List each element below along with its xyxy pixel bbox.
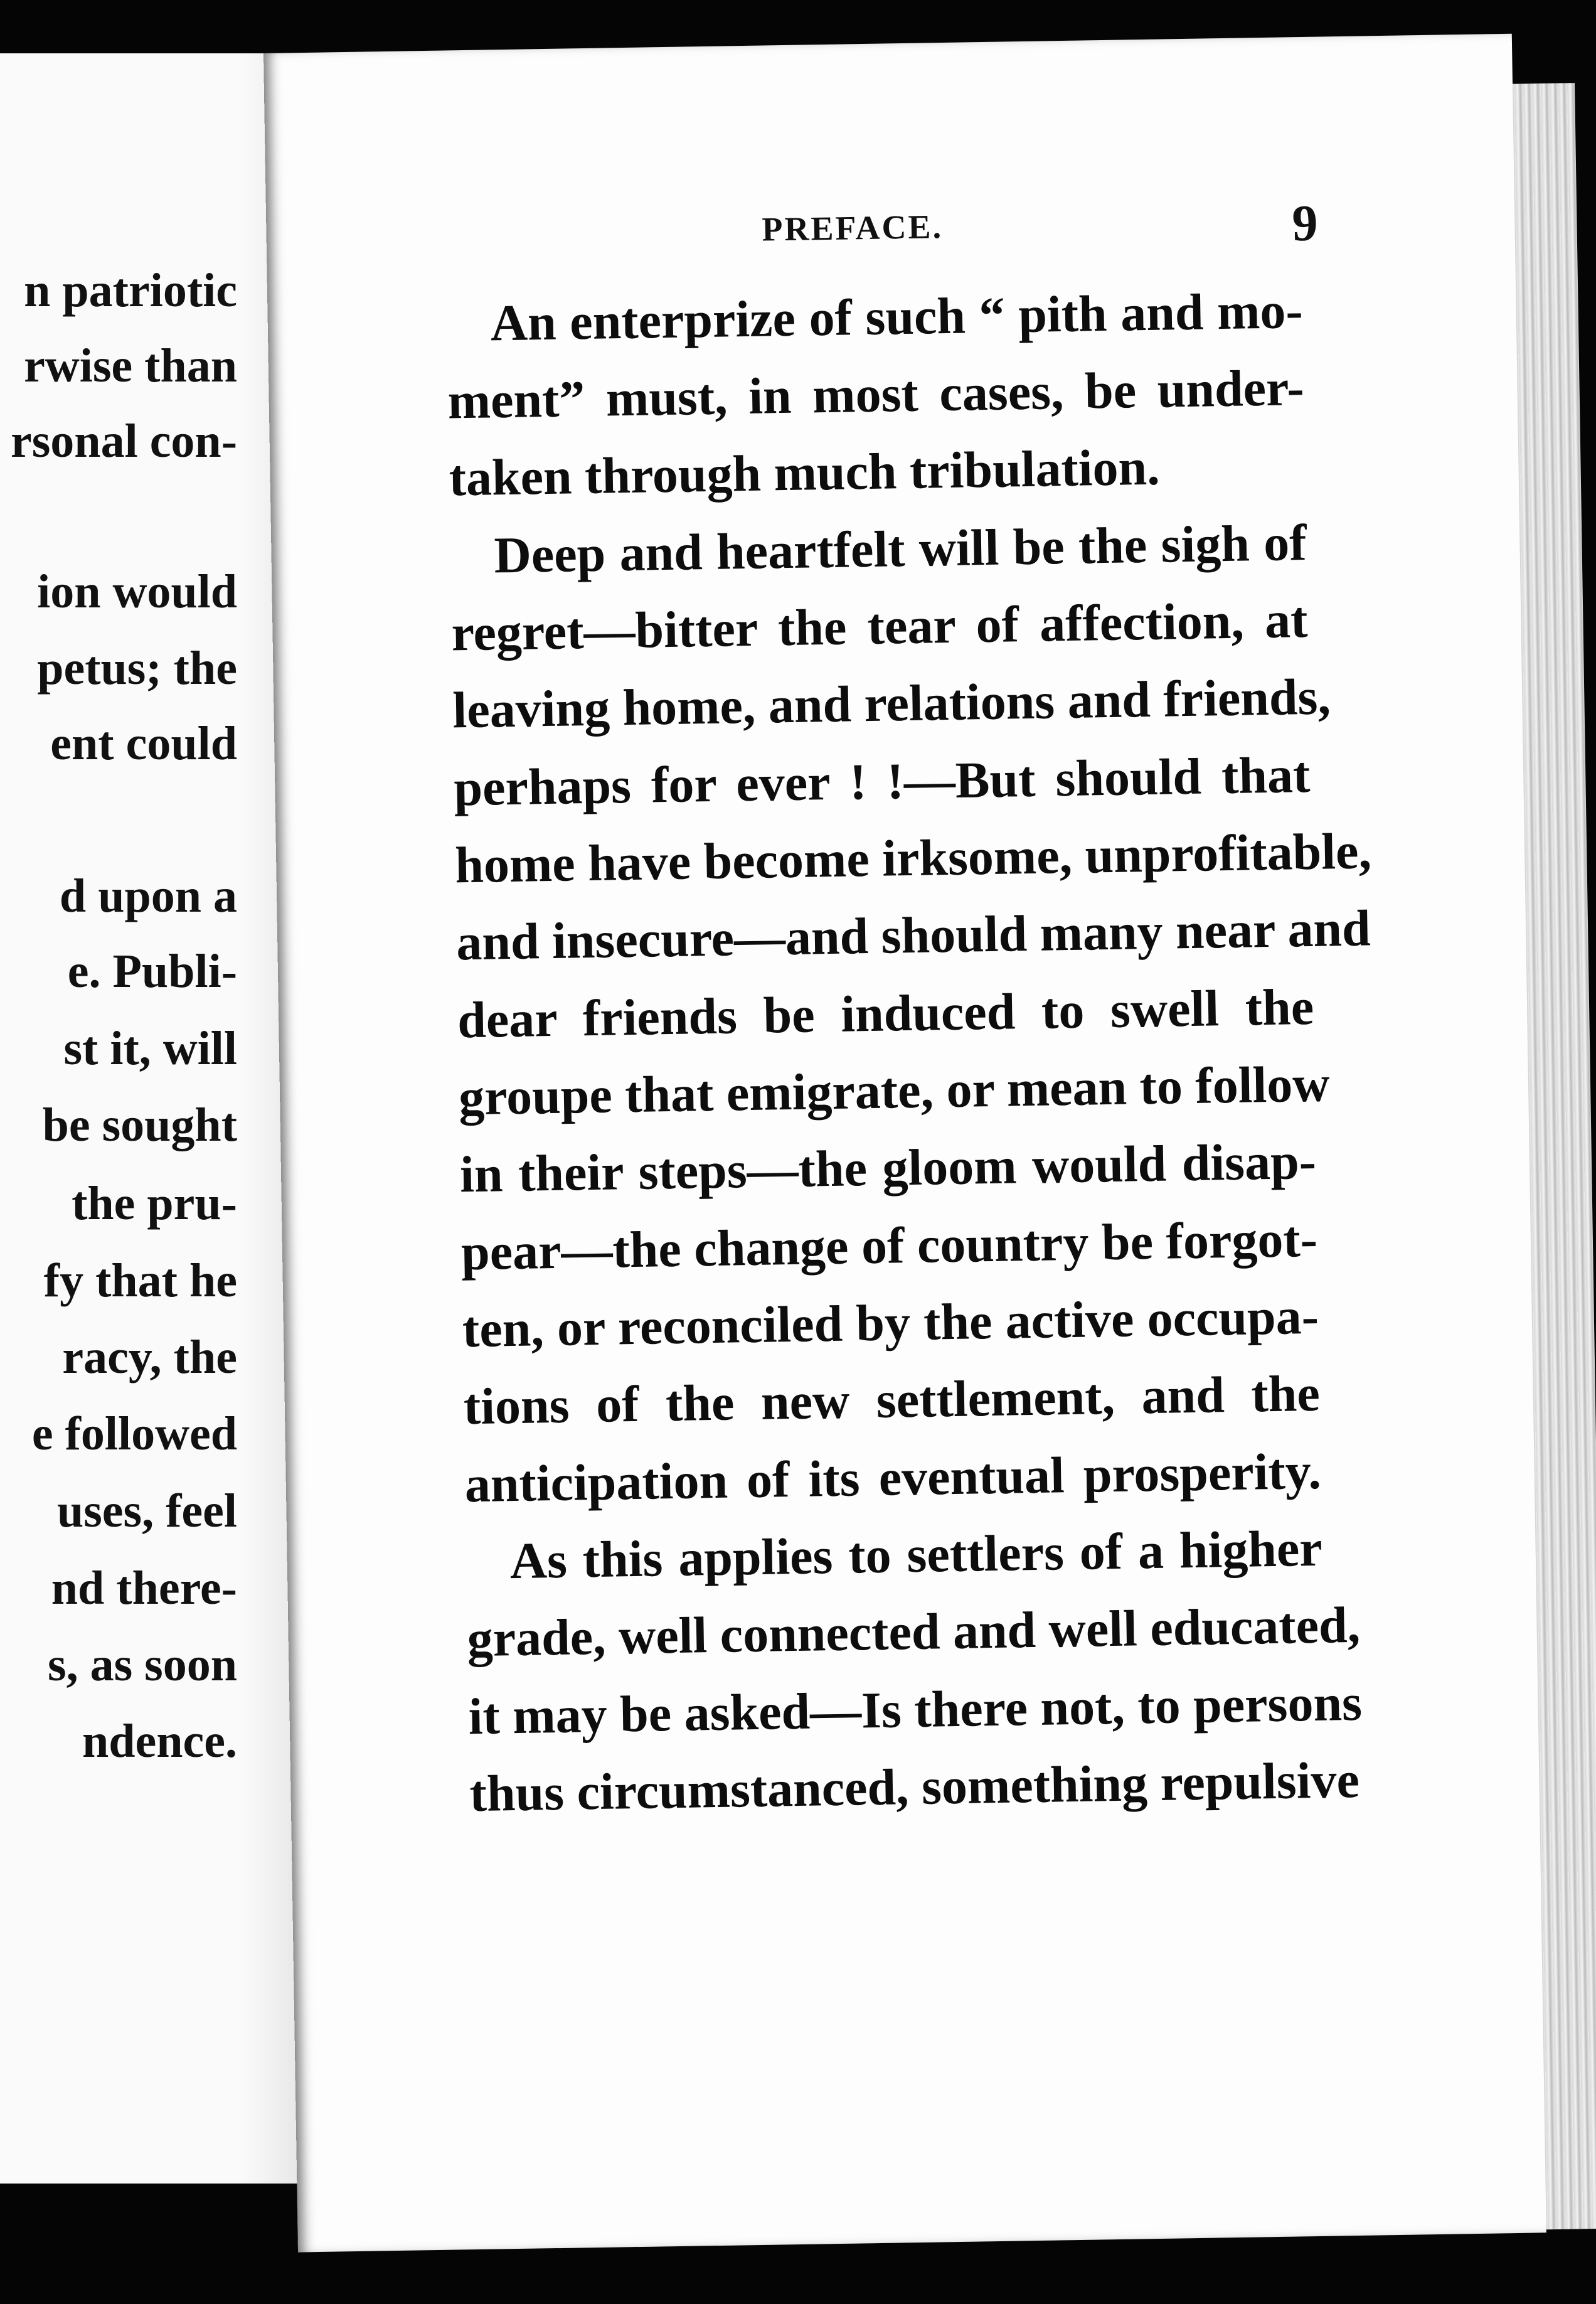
- left-line: ent could: [50, 717, 237, 770]
- left-line: be sought: [42, 1099, 237, 1151]
- left-line: e. Publi-: [67, 945, 237, 998]
- left-line: the pru-: [72, 1177, 237, 1230]
- text-line: ment” must, in most cases, be under-: [447, 359, 1305, 430]
- text-line: thus circumstanced, something repulsive: [469, 1751, 1360, 1823]
- text-line: grade, well connected and well educated,: [467, 1596, 1361, 1668]
- left-line: uses, feel: [56, 1485, 237, 1537]
- text-line: home have become irksome, unprofitable,: [454, 822, 1372, 894]
- text-line: it may be asked—Is there not, to persons: [467, 1673, 1363, 1746]
- page-number: 9: [1291, 194, 1319, 252]
- text-line: dear friends be induced to swell the: [457, 978, 1314, 1049]
- left-line: nd there-: [51, 1562, 237, 1614]
- text-line: perhaps for ever ! !—But should that: [453, 745, 1311, 817]
- left-line: ndence.: [82, 1715, 237, 1768]
- text-line: An enterprize of such “ pith and mo-: [490, 282, 1304, 352]
- running-head: PREFACE.: [762, 208, 944, 248]
- text-line: Deep and heartfelt will be the sigh of: [493, 513, 1307, 584]
- text-line: pear—the change of country be forgot-: [460, 1210, 1318, 1281]
- text-line: groupe that emigrate, or mean to follow: [458, 1055, 1331, 1126]
- text-line: regret—bitter the tear of affection, at: [450, 590, 1309, 662]
- text-line: taken through much tribulation.: [448, 438, 1161, 507]
- text-line: As this applies to settlers of a higher: [509, 1519, 1323, 1590]
- left-line: d upon a: [59, 870, 237, 922]
- text-line: in their steps—the gloom would disap-: [459, 1132, 1317, 1203]
- left-line: st it, will: [63, 1022, 237, 1075]
- text-line: and insecure—and should many near and: [455, 899, 1371, 971]
- left-line: e followed: [31, 1407, 237, 1460]
- text-line: leaving home, and relations and friends,: [452, 668, 1331, 739]
- left-line: racy, the: [62, 1331, 237, 1384]
- text-line: ten, or reconciled by the active occupa-: [462, 1287, 1319, 1358]
- right-page: [263, 34, 1546, 2253]
- left-line: rwise than: [24, 339, 237, 392]
- left-line: ion would: [37, 565, 237, 618]
- text-line: anticipation of its eventual prosperity.: [464, 1442, 1322, 1513]
- left-line: n patriotic: [24, 264, 237, 317]
- left-line: petus; the: [37, 642, 237, 695]
- left-line: rsonal con-: [11, 415, 237, 467]
- left-line: s, as soon: [48, 1638, 237, 1691]
- left-line: fy that he: [43, 1254, 237, 1307]
- text-line: tions of the new settlement, and the: [463, 1364, 1321, 1436]
